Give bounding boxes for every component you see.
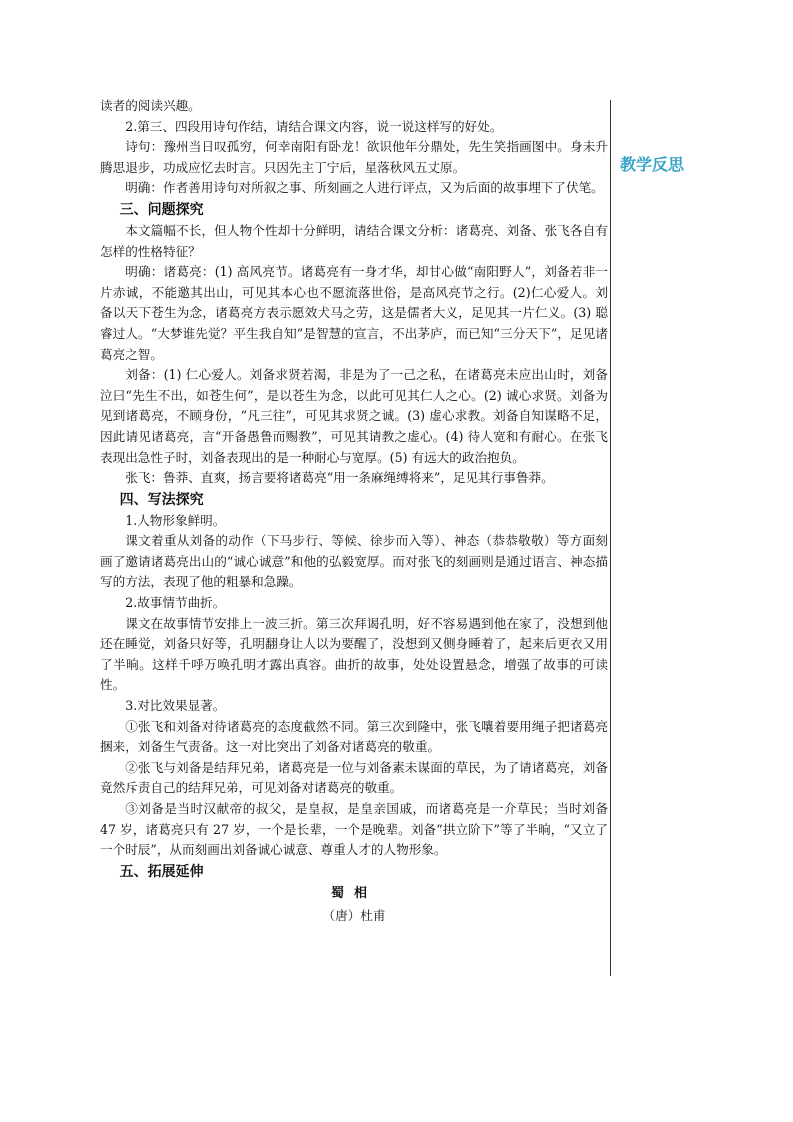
answer-liu-bei: 刘备：(1) 仁心爱人。刘备求贤若渴，非是为了一己之私，在诸葛亮未应出山时，刘备泣曰“先生不出，如苍生何”，是以苍生为念，以此可见其仁人之心。(2) 诚心求贤。刘备为见到诸葛亮，不顾身份，“凡三往”，可见其求贤之诚。(3) 虚心求教。刘备自知谋略不足，因此请见诸葛亮，言“开备愚鲁而赐教”，可见其请教之虚心。(4) 待人宽和有耐心。在张飞表现出急性子时，刘备表现出的是一种耐心与宽厚。(5) 有远大的政治抱负。	[100, 367, 608, 465]
section-heading-5: 五、拓展延伸	[119, 863, 204, 880]
column-divider	[610, 100, 611, 976]
answer-paragraph: 明确：作者善用诗句对所叙之事、所刻画之人进行评点，又为后面的故事埋下了伏笔。	[125, 180, 604, 196]
paragraph: 课文着重从刘备的动作（下马步行、等候、徐步而入等）、神态（恭恭敬敬）等方面刻画了邀请诸葛亮出山的“诚心诚意”和他的弘毅宽厚。而对张飞的刻画则是通过语言、神态描写的方法，表现了他的粗暴和急躁。	[100, 533, 608, 590]
side-column-title: 教学反思	[620, 155, 685, 174]
poem-lines: 诗句：豫州当日叹孤穷，何幸南阳有卧龙！欲识他年分鼎处，先生笑指画图中。身未升腾思退步，功成应忆去时言。只因先主丁宁后，星落秋风五丈原。	[100, 139, 608, 175]
poem-author: （唐）杜甫	[322, 907, 386, 923]
subheading-1: 1.人物形象鲜明。	[125, 512, 226, 528]
section-heading-4: 四、写法探究	[119, 491, 204, 508]
contrast-2: ②张飞与刘备是结拜兄弟，诸葛亮是一位与刘备素未谋面的草民，为了请诸葛亮，刘备竟然斥责自己的结拜兄弟，可见刘备对诸葛亮的敬重。	[100, 759, 608, 796]
answer-zhang-fei: 张飞：鲁莽、直爽，扬言要将诸葛亮“用一条麻绳缚将来”，足见其行事鲁莽。	[125, 470, 554, 486]
question-2: 2.第三、四段用诗句作结，请结合课文内容，说一说这样写的好处。	[125, 118, 503, 134]
paragraph: 读者的阅读兴趣。	[100, 98, 201, 113]
subheading-3: 3.对比效果显著。	[125, 698, 226, 714]
subheading-2: 2.故事情节曲折。	[125, 595, 226, 611]
lesson-content	[100, 96, 608, 927]
paragraph: 课文在故事情节安排上一波三折。第三次拜谒孔明，好不容易遇到他在家了，没想到他还在睡觉，刘备只好等，孔明翻身让人以为要醒了，没想到又侧身睡着了，起来后更衣又用了半晌。这样千呼万唤孔明才露出真容。曲折的故事，处处设置悬念，增强了故事的可读性。	[100, 615, 608, 693]
contrast-3: ③刘备是当时汉献帝的叔父，是皇叔，是皇亲国戚，而诸葛亮是一介草民；当时刘备 47 岁，诸葛亮只有 27 岁，一个是长辈，一个是晚辈。刘备“拱立阶下”等了半晌，“又立了一个时辰”，从而刻画出刘备诚心诚意、尊重人才的人物形象。	[100, 801, 608, 858]
poem-title: 蜀相	[330, 885, 377, 901]
section-heading-3: 三、问题探究	[119, 201, 204, 218]
answer-zhuge-liang: 明确：诸葛亮：(1) 高风亮节。诸葛亮有一身才华，却甘心做“南阳野人”，刘备若非一片赤诚，不能邀其出山，可见其本心也不愿流落世俗，是高风亮节之行。(2)仁心爱人。刘备以天下苍生为念，诸葛亮方表示愿效犬马之劳，这是儒者大义，足见其一片仁义。(3) 聪睿过人。“大梦谁先觉？平生我自知”是智慧的宣言，不出茅庐，而已知“三分天下”，足见诸葛亮之智。	[100, 264, 608, 362]
question-paragraph: 本文篇幅不长，但人物个性却十分鲜明，请结合课文分析：诸葛亮、刘备、张飞各自有怎样的性格特征？	[100, 222, 608, 259]
contrast-1: ①张飞和刘备对待诸葛亮的态度截然不同。第三次到隆中，张飞嚷着要用绳子把诸葛亮捆来，刘备生气责备。这一对比突出了刘备对诸葛亮的敬重。	[100, 718, 608, 755]
